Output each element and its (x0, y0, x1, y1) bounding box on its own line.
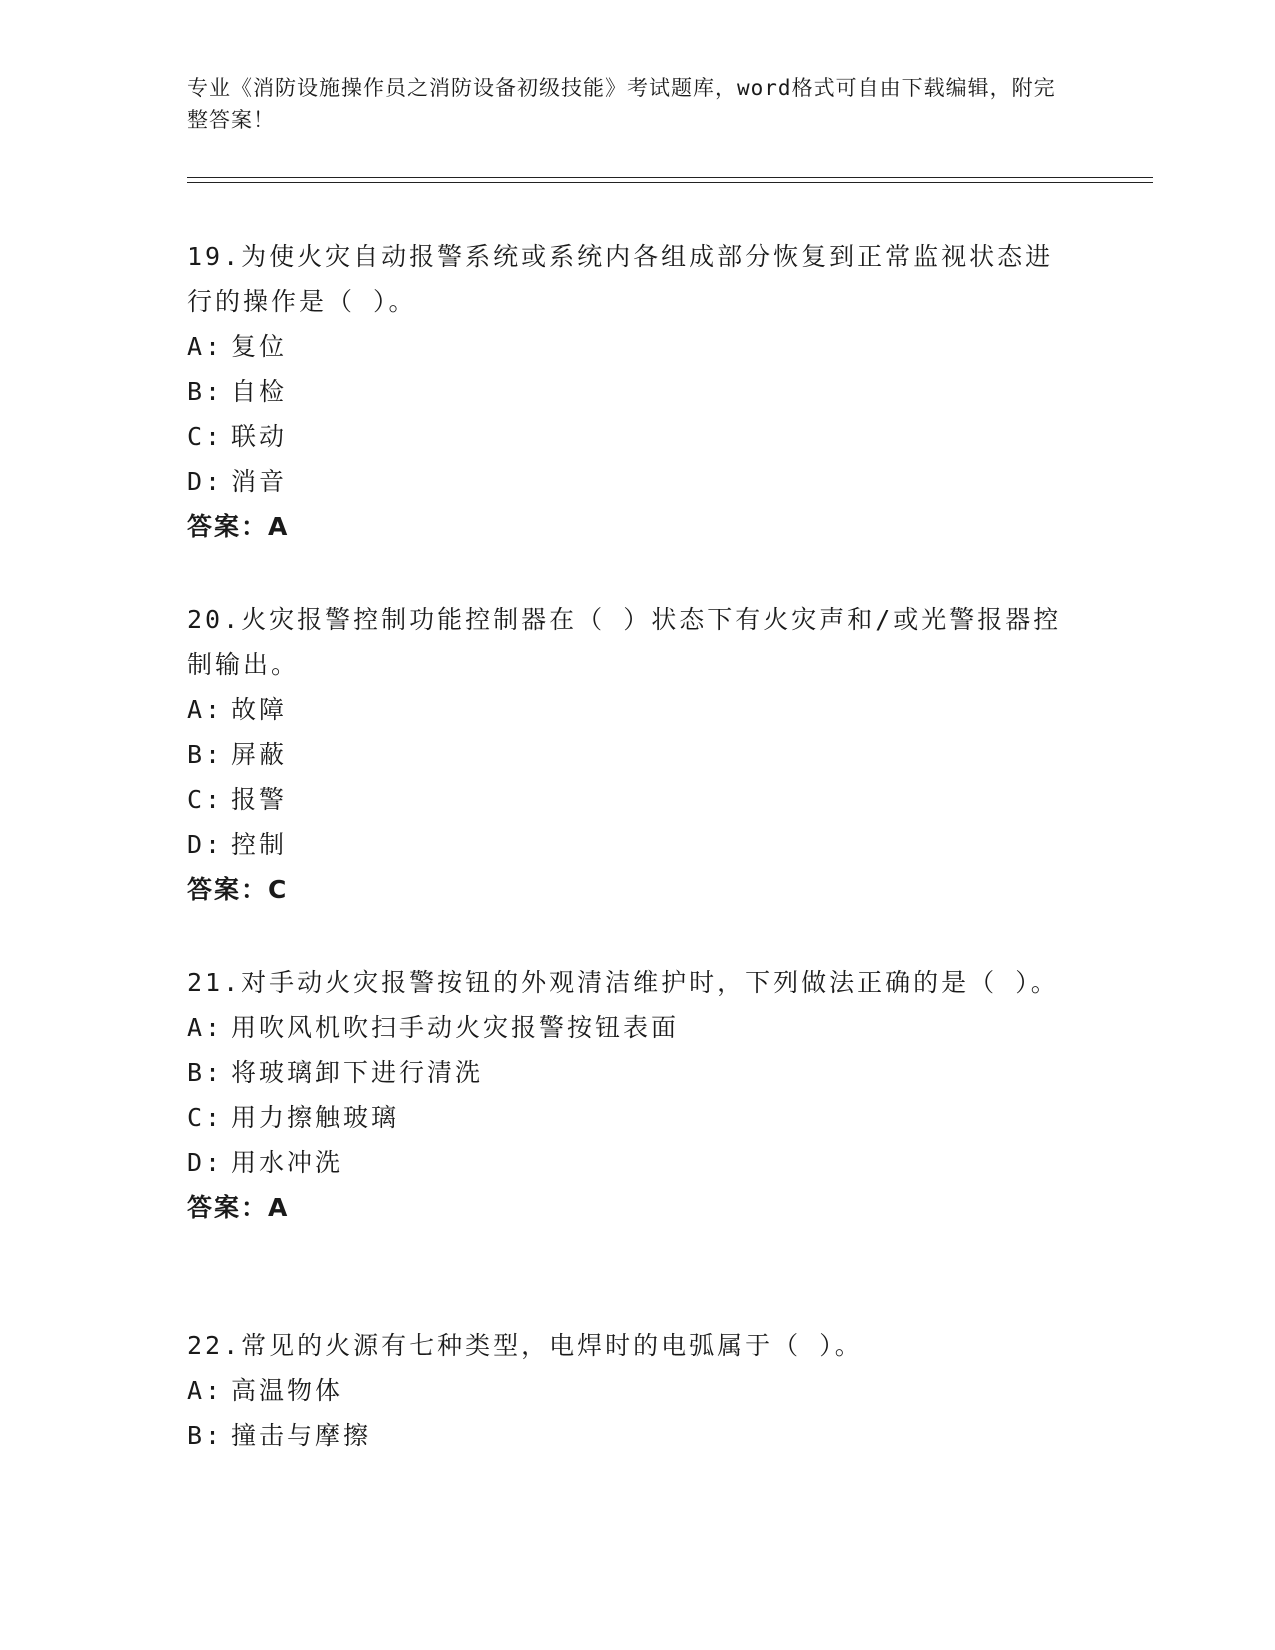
question-22 (187, 1323, 1087, 1458)
question-stem: 20.火灾报警控制功能控制器在（ ）状态下有火灾声和/或光警报器控制输出。 (187, 605, 1062, 679)
question-21 (187, 960, 1087, 1230)
option-text: 控制 (231, 830, 288, 859)
option-letter: D: (187, 467, 224, 496)
question-20 (187, 597, 1087, 912)
option-c (187, 777, 1087, 822)
option-d (187, 459, 1087, 504)
option-letter: B: (187, 740, 224, 769)
option-text: 屏蔽 (231, 740, 288, 769)
option-text: 故障 (231, 695, 288, 724)
question-stem: 19.为使火灾自动报警系统或系统内各组成部分恢复到正常监视状态进行的操作是（ ）。 (187, 242, 1054, 316)
option-letter: A: (187, 695, 224, 724)
option-text: 用吹风机吹扫手动火灾报警按钮表面 (231, 1013, 680, 1042)
option-letter: D: (187, 830, 224, 859)
option-d (187, 1140, 1087, 1185)
question-stem: 22.常见的火源有七种类型，电焊时的电弧属于（ ）。 (187, 1331, 863, 1360)
option-a (187, 687, 1087, 732)
option-a (187, 1005, 1087, 1050)
option-text: 撞击与摩擦 (231, 1421, 372, 1450)
option-c (187, 414, 1087, 459)
answer-label: 答案：C (187, 875, 289, 904)
option-a (187, 324, 1087, 369)
option-letter: B: (187, 1058, 224, 1087)
option-text: 复位 (231, 332, 288, 361)
option-d (187, 822, 1087, 867)
option-letter: B: (187, 377, 224, 406)
option-b (187, 732, 1087, 777)
document-header: 专业《消防设施操作员之消防设备初级技能》考试题库，word格式可自由下载编辑，附完整答案！ (187, 76, 1056, 132)
option-b (187, 1413, 1087, 1458)
answer-label: 答案：A (187, 1193, 290, 1222)
option-letter: A: (187, 1013, 224, 1042)
option-letter: A: (187, 332, 224, 361)
option-text: 自检 (231, 377, 288, 406)
option-b (187, 1050, 1087, 1095)
header-divider-bottom (187, 182, 1153, 183)
option-letter: A: (187, 1376, 224, 1405)
option-c (187, 1095, 1087, 1140)
header-divider-top (187, 177, 1153, 178)
option-text: 高温物体 (231, 1376, 344, 1405)
option-letter: B: (187, 1421, 224, 1450)
option-text: 报警 (231, 785, 288, 814)
option-b (187, 369, 1087, 414)
option-text: 将玻璃卸下进行清洗 (231, 1058, 484, 1087)
option-text: 联动 (231, 422, 288, 451)
option-letter: C: (187, 422, 224, 451)
question-stem: 21.对手动火灾报警按钮的外观清洁维护时，下列做法正确的是（ ）。 (187, 968, 1059, 997)
option-letter: D: (187, 1148, 224, 1177)
answer-label: 答案：A (187, 512, 290, 541)
option-text: 用水冲洗 (231, 1148, 344, 1177)
option-a (187, 1368, 1087, 1413)
question-19 (187, 234, 1087, 549)
option-text: 用力擦触玻璃 (231, 1103, 400, 1132)
option-text: 消音 (231, 467, 288, 496)
option-letter: C: (187, 785, 224, 814)
option-letter: C: (187, 1103, 224, 1132)
